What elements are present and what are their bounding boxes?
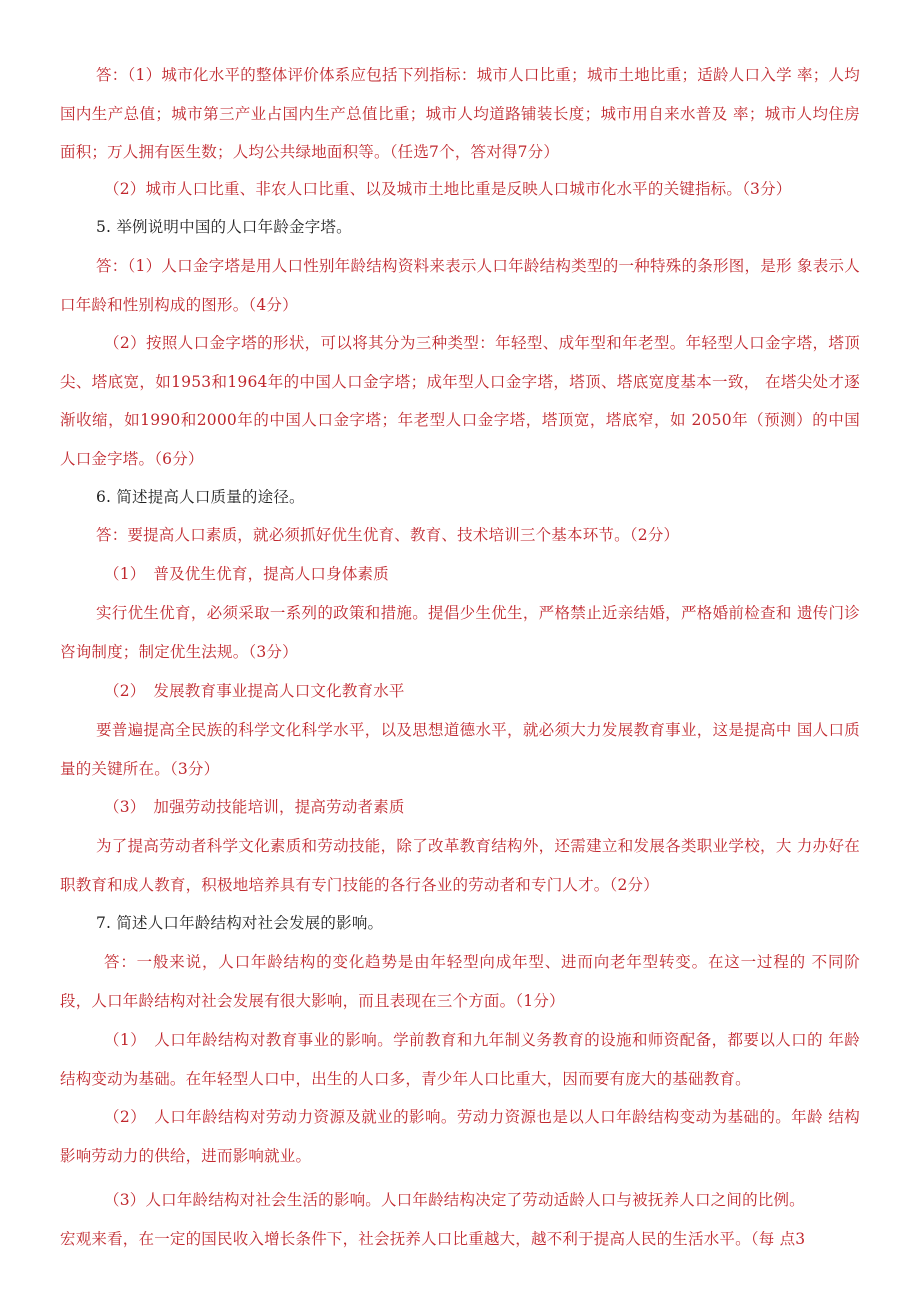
answer-7-point-2: （2） 人口年龄结构对劳动力资源及就业的影响。劳动力资源也是以人口年龄结构变动为基础的。年龄 结构影响劳动力的供给，进而影响就业。	[60, 1108, 860, 1165]
answer-4-part-2: （2）城市人口比重、非农人口比重、以及城市土地比重是反映人口城市化水平的关键指标。（3分）	[104, 180, 792, 198]
answer-6-body-3: 为了提高劳动者科学文化素质和劳动技能，除了改革教育结构外，还需建立和发展各类职业学校，大 力办好在职教育和成人教育，积极地培养具有专门技能的各行各业的劳动者和专门人才。（2分）	[60, 837, 860, 894]
answer-5-part-2: （2）按照人口金字塔的形状，可以将其分为三种类型：年轻型、成年型和年老型。年轻型人口金字塔，塔顶尖、塔底宽，如1953和1964年的中国人口金字塔；成年型人口金字塔，塔顶、塔底宽度基本一致， 在塔尖处才逐渐收缩，如1990和2000年的中国人口金字塔；年老型人口金字塔，塔顶宽，塔底窄，如 2050年（预测）的中国人口金字塔。（6分）	[60, 334, 860, 468]
question-6: 6. 简述提高人口质量的途径。	[96, 488, 305, 506]
answer-6-heading-3: （3） 加强劳动技能培训，提高劳动者素质	[104, 798, 405, 816]
question-5: 5. 举例说明中国的人口年龄金字塔。	[96, 218, 352, 236]
answer-6-heading-2: （2） 发展教育事业提高人口文化教育水平	[104, 682, 405, 700]
answer-5-part-1: 答：（1）人口金字塔是用人口性别年龄结构资料来表示人口年龄结构类型的一种特殊的条形图，是形 象表示人口年龄和性别构成的图形。（4分）	[60, 257, 860, 314]
answer-7-point-3: （3）人口年龄结构对社会生活的影响。人口年龄结构决定了劳动适龄人口与被抚养人口之间的比例。	[104, 1191, 805, 1209]
answer-6-body-1: 实行优生优育，必须采取一系列的政策和措施。提倡少生优生，严格禁止近亲结婚，严格婚前检查和 遗传门诊咨询制度；制定优生法规。（3分）	[60, 604, 860, 661]
answer-7-point-3-continued: 宏观来看，在一定的国民收入增长条件下，社会抚养人口比重越大，越不利于提高人民的生活水平。（每 点3	[60, 1230, 806, 1248]
answer-6-heading-1: （1） 普及优生优育，提高人口身体素质	[104, 565, 389, 583]
answer-6-intro: 答：要提高人口素质，就必须抓好优生优育、教育、技术培训三个基本环节。（2分）	[96, 526, 680, 544]
answer-4-part-1: 答：（1）城市化水平的整体评价体系应包括下列指标：城市人口比重；城市土地比重；适龄人口入学 率；人均国内生产总值；城市第三产业占国内生产总值比重；城市人均道路铺装长度；城市用自来水普及 率；城市人均住房面积；万人拥有医生数；人均公共绿地面积等。（任选7个，答对得7分）	[60, 66, 860, 161]
answer-6-body-2: 要普遍提高全民族的科学文化科学水平，以及思想道德水平，就必须大力发展教育事业，这是提高中 国人口质量的关键所在。（3分）	[60, 721, 860, 778]
answer-7-point-1: （1） 人口年龄结构对教育事业的影响。学前教育和九年制义务教育的设施和师资配备，都要以人口的 年龄结构变动为基础。在年轻型人口中，出生的人口多，青少年人口比重大，因而要有庞大的基础教育。	[60, 1031, 860, 1088]
answer-7-intro: 答：一般来说，人口年龄结构的变化趋势是由年轻型向成年型、进而向老年型转变。在这一过程的 不同阶段，人口年龄结构对社会发展有很大影响，而且表现在三个方面。（1分）	[60, 953, 860, 1010]
question-7: 7. 简述人口年龄结构对社会发展的影响。	[96, 914, 384, 932]
